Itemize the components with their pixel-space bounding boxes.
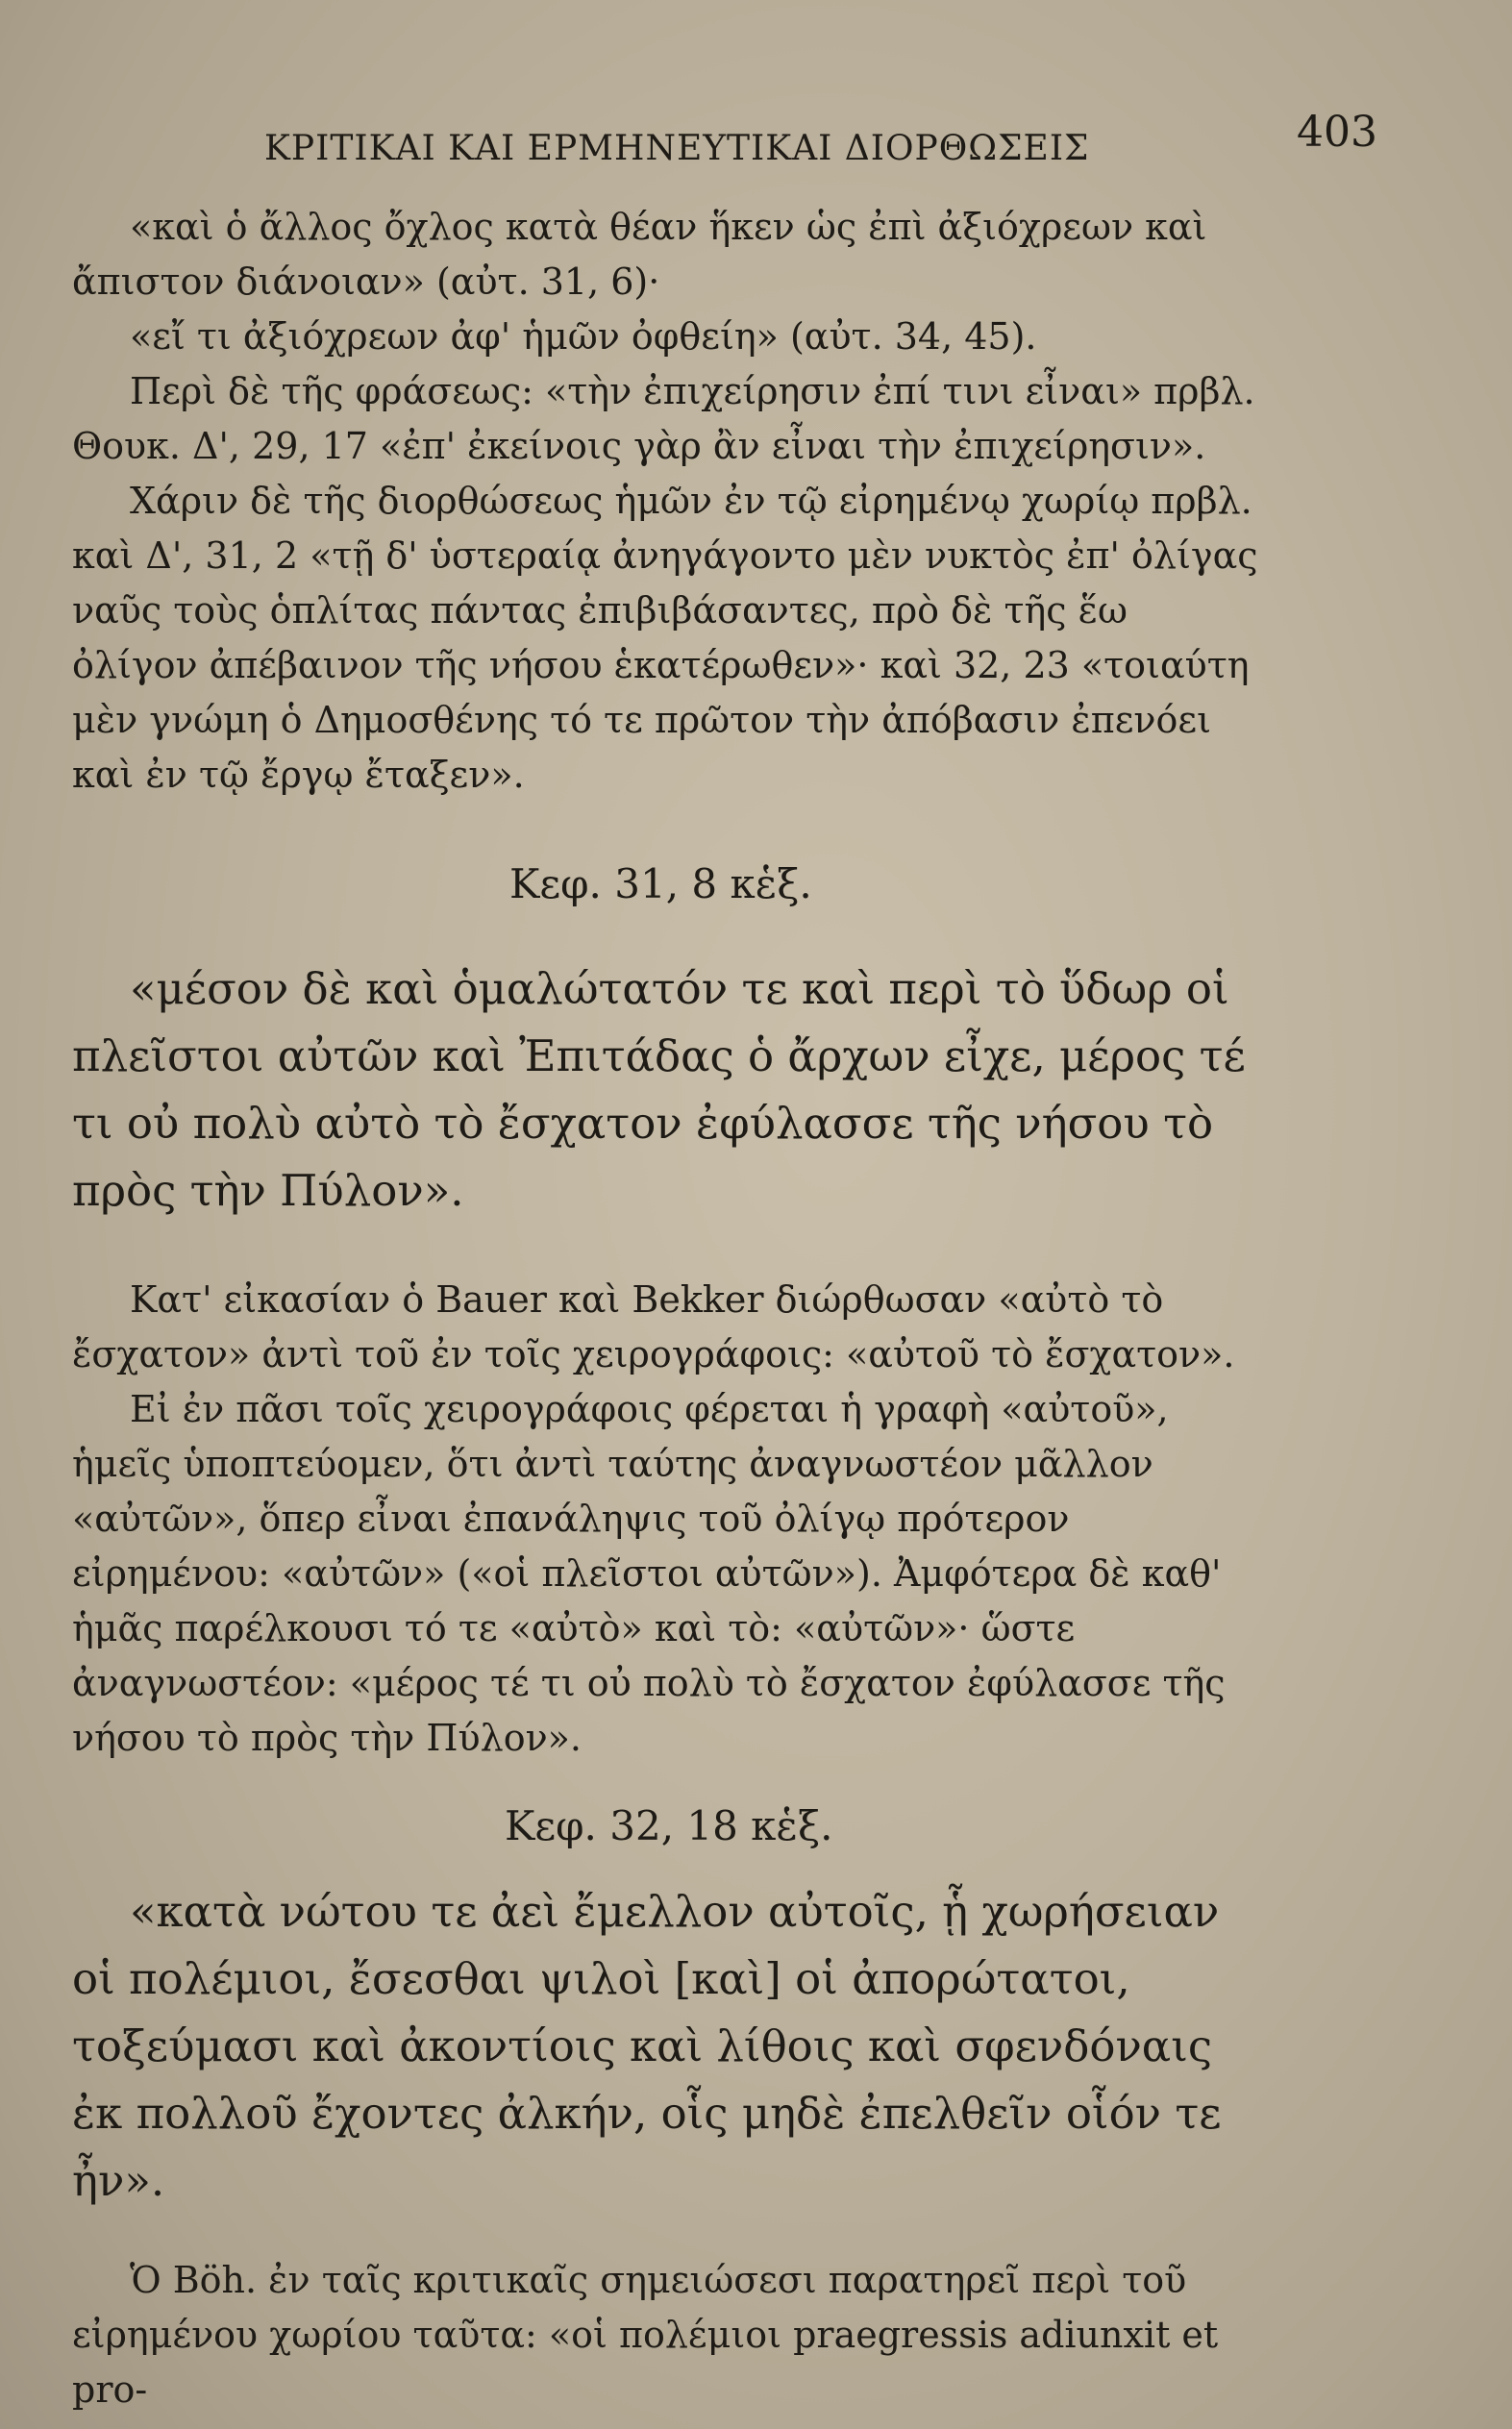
paragraph-manuscripts: Εἰ ἐν πᾶσι τοῖς χειρογράφοις φέρεται ἡ γραφὴ «αὐτοῦ», ἡμεῖς ὑποπτεύομεν, ὅτι ἀντὶ ταύτης ἀναγνωστέον μᾶλλον «αὐτῶν», ὅπερ εἶναι ἐπανάληψις τοῦ ὀλίγῳ πρότερον εἰρημένου: «αὐτῶν» («οἱ πλεῖστοι αὐτῶν»). Ἀμφότερα δὲ καθ' ἡμᾶς παρέλκουσι τό τε «αὐτὸ» καὶ τὸ: «αὐτῶν»· ὥστε ἀναγνωστέον: «μέρος τέ τι οὐ πολὺ τὸ ἔσχατον ἐφύλασσε τῆς νήσου τὸ πρὸς τὴν Πύλον». [72, 1388, 1226, 1759]
running-header [72, 108, 1377, 175]
paragraph-phrase-note: Περὶ δὲ τῆς φράσεως: «τὴν ἐπιχείρησιν ἐπί τινι εἶναι» πρβλ. Θουκ. Δ', 29, 17 «ἐπ' ἐκείνοις γὰρ ἂν εἶναι τὴν ἐπιχείρησιν». [72, 370, 1255, 467]
paragraph-correction-note: Χάριν δὲ τῆς διορθώσεως ἡμῶν ἐν τῷ εἰρημένῳ χωρίῳ πρβλ. καὶ Δ', 31, 2 «τῇ δ' ὑστεραίᾳ ἀνηγάγοντο μὲν νυκτὸς ἐπ' ὀλίγας ναῦς τοὺς ὁπλίτας πάντας ἐπιβιβάσαντες, πρὸ δὲ τῆς ἕω ὀλίγον ἀπέβαινον τῆς νήσου ἑκατέρωθεν»· καὶ 32, 23 «τοιαύτη μὲν γνώμη ὁ Δημοσθένης τό τε πρῶτον τὴν ἀπόβασιν ἐπενόει καὶ ἐν τῷ ἔργῳ ἔταξεν». [72, 480, 1258, 796]
running-title: ΚΡΙΤΙΚΑΙ ΚΑΙ ΕΡΜΗΝΕΥΤΙΚΑΙ ΔΙΟΡΘΩΣΕΙΣ [264, 129, 1090, 168]
paragraph-quote-axiochreon: «εἴ τι ἀξιόχρεων ἀφ' ἡμῶν ὀφθείη» (αὐτ. 34, 45). [130, 315, 1037, 358]
paragraph-bauer-bekker: Κατ' εἰκασίαν ὁ Bauer καὶ Bekker διώρθωσαν «αὐτὸ τὸ ἔσχατον» ἀντὶ τοῦ ἐν τοῖς χειρογράφοις: «αὐτοῦ τὸ ἔσχατον». [72, 1278, 1235, 1376]
bottom-text-block [72, 2253, 1264, 2417]
quote-block-ch32 [72, 1878, 1264, 2215]
quote-text-ch32: «κατὰ νώτου τε ἀεὶ ἔμελλον αὐτοῖς, ᾗ χωρήσειαν οἱ πολέμιοι, ἔσεσθαι ψιλοὶ [καὶ] οἱ ἀπορώτατοι, τοξεύμασι καὶ ἀκοντίοις καὶ λίθοις καὶ σφενδόναις ἐκ πολλοῦ ἔχοντες ἀλκήν, οἷς μηδὲ ἐπελθεῖν οἷόν τε ἦν». [72, 1886, 1222, 2206]
paragraph-boh-note: Ὁ Böh. ἐν ταῖς κριτικαῖς σημειώσεσι παρατηρεῖ περὶ τοῦ εἰρημένου χωρίου ταῦτα: «οἱ πολέμιοι praegressis adiunxit et pro- [72, 2259, 1219, 2411]
middle-text-block [72, 1273, 1264, 1766]
quote-text-ch31: «μέσον δὲ καὶ ὁμαλώτατόν τε καὶ περὶ τὸ ὕδωρ οἱ πλεῖστοι αὐτῶν καὶ Ἐπιτάδας ὁ ἄρχων εἶχε, μέρος τέ τι οὐ πολὺ αὐτὸ τὸ ἔσχατον ἐφύλασσε τῆς νήσου τὸ πρὸς τὴν Πύλον». [72, 963, 1246, 1216]
paragraph-quote-diavoian: «καὶ ὁ ἄλλος ὄχλος κατὰ θέαν ἥκεν ὡς ἐπὶ ἀξιόχρεων καὶ ἄπιστον διάνοιαν» (αὐτ. 31, 6)· [72, 206, 1207, 303]
top-text-block [72, 200, 1264, 803]
section-heading-ch31: Κεφ. 31, 8 κἑξ. [509, 860, 812, 907]
section-heading-ch32: Κεφ. 32, 18 κἑξ. [505, 1802, 833, 1849]
quote-block-ch31 [72, 955, 1264, 1225]
page-number: 403 [1297, 108, 1377, 157]
